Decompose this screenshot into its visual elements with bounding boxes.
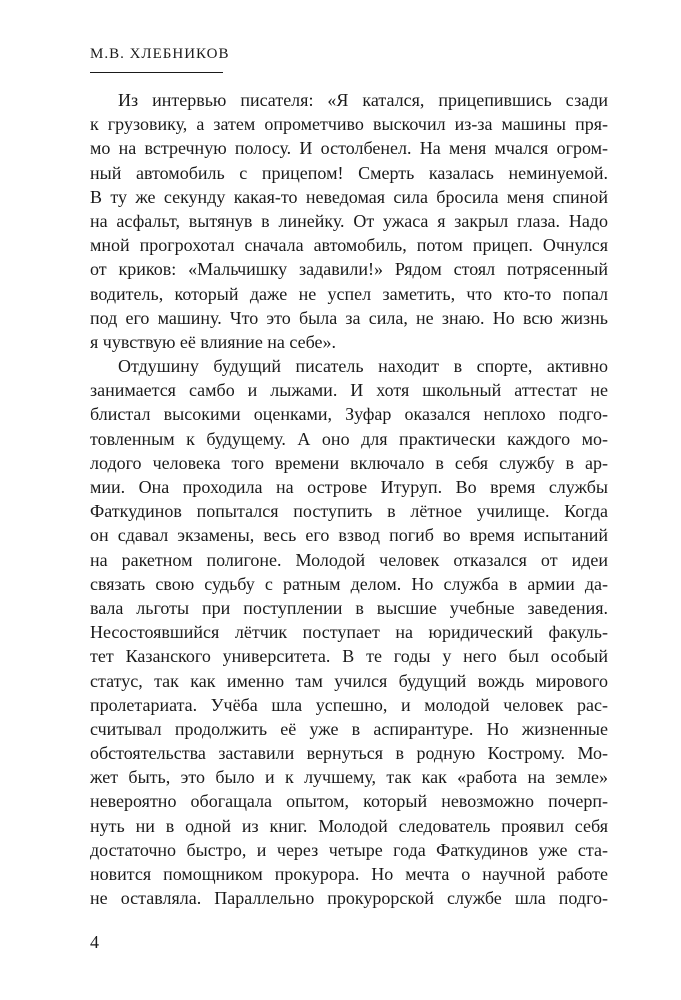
- text-line: тет Казанского университета. В те годы у него был особый: [90, 646, 608, 667]
- text-line: статус, так как именно там учился будущий вождь мирового: [90, 670, 608, 691]
- text-line: от криков: «Мальчишку задавили!» Рядом стоял потрясенный: [90, 259, 608, 280]
- text-line: я чувствую её влияние на себе».: [90, 331, 337, 352]
- text-line: Фаткудинов попытался поступить в лётное училище. Когда: [90, 501, 608, 522]
- text-line: мной прогрохотал сначала автомобиль, потом прицеп. Очнулся: [90, 235, 608, 256]
- text-line: лодого человека того времени включало в себя службу в ар-: [90, 452, 608, 473]
- text-line: новится помощником прокурора. Но мечта о научной работе: [90, 864, 608, 884]
- text-line: на ракетном полигоне. Молодой человек отказался от идеи: [90, 549, 608, 570]
- text-line: связать свою судьбу с ратным делом. Но служба в армии да-: [90, 573, 608, 594]
- body-text: [90, 88, 608, 910]
- text-line: на асфальт, вытянув в линейку. От ужаса я закрыл глаза. Надо: [90, 210, 608, 231]
- text-line: не оставляла. Параллельно прокурорской службе шла подго-: [90, 888, 608, 909]
- text-line: к грузовику, а затем опрометчиво выскочил из-за машины пря-: [90, 114, 608, 135]
- text-line: занимается самбо и лыжами. И хотя школьный аттестат не: [90, 380, 608, 401]
- text-line: товленным к будущему. А оно для практически каждого мо-: [90, 428, 608, 449]
- text-line: В ту же секунду какая-то неведомая сила бросила меня спиной: [90, 186, 608, 207]
- text-line: мо на встречную полосу. И остолбенел. На меня мчался огром-: [90, 138, 608, 159]
- text-line: невероятно обогащала опытом, который невозможно почерп-: [90, 791, 608, 812]
- text-line: водитель, который даже не успел заметить, что кто-то попал: [90, 283, 608, 304]
- running-head-rule: [90, 72, 223, 73]
- text-line: блистал высокими оценками, Зуфар оказался неплохо подго-: [90, 404, 608, 425]
- text-line: достаточно быстро, и через четыре года Фаткудинов уже ста-: [90, 839, 608, 860]
- text-line: Отдушину будущий писатель находит в спорте, активно: [118, 356, 608, 377]
- text-line: обстоятельства заставили вернуться в родную Кострому. Мо-: [90, 743, 608, 764]
- text-line: жет быть, это было и к лучшему, так как «работа на земле»: [90, 767, 608, 788]
- text-line: мии. Она проходила на острове Итуруп. Во время службы: [90, 477, 608, 497]
- text-line: Несостоявшийся лётчик поступает на юридический факуль-: [90, 622, 608, 643]
- text-line: ный автомобиль с прицепом! Смерть казалась неминуемой.: [90, 162, 608, 183]
- text-line: считывал продолжить её уже в аспирантуре. Но жизненные: [90, 718, 608, 739]
- text-line: Из интервью писателя: «Я катался, прицепившись сзади: [118, 90, 608, 110]
- running-head-author: М.В. ХЛЕБНИКОВ: [90, 46, 230, 62]
- page-number: 4: [90, 932, 99, 952]
- text-line: он сдавал экзамены, весь его взвод погиб во время испытаний: [90, 525, 608, 546]
- text-line: вала льготы при поступлении в высшие учебные заведения.: [90, 597, 608, 618]
- text-line: пролетариата. Учёба шла успешно, и молодой человек рас-: [90, 694, 608, 715]
- text-line: под его машину. Что это была за сила, не знаю. Но всю жизнь: [90, 307, 608, 328]
- text-line: нуть ни в одной из книг. Молодой следователь проявил себя: [90, 815, 608, 836]
